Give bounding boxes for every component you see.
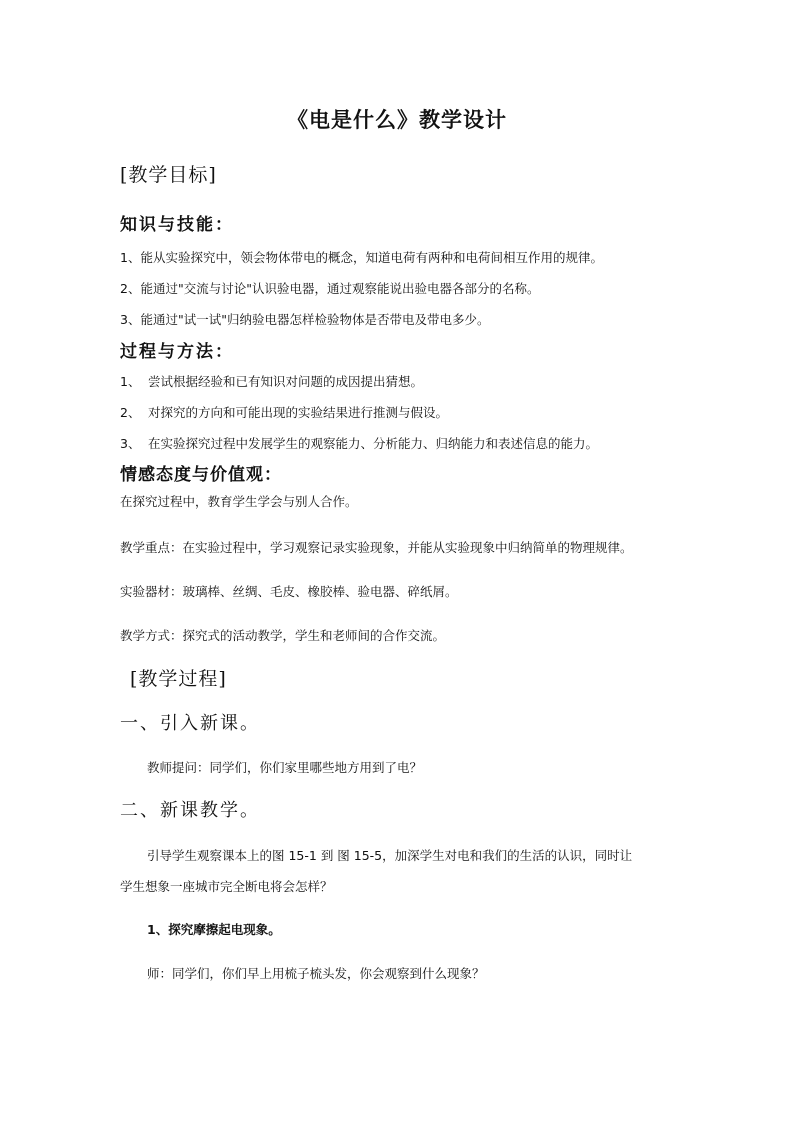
section2-paragraph-line2: 学生想象一座城市完全断电将会怎样？ <box>120 879 333 894</box>
knowledge-item-3: 3、能通过"试一试"归纳验电器怎样检验物体是否带电及带电多少。 <box>120 312 490 327</box>
attitude-text: 在探究过程中，教育学生学会与别人合作。 <box>120 494 358 509</box>
knowledge-heading: 知识与技能： <box>120 215 234 235</box>
process-method-heading: 过程与方法： <box>120 342 234 362</box>
process-item-number: 3、 <box>120 436 141 451</box>
process-heading: [教学过程] <box>130 668 227 690</box>
process-item-2 <box>120 403 448 421</box>
section1-heading: 一、引入新课。 <box>120 713 260 734</box>
key-points: 教学重点：在实验过程中，学习观察记录实验现象，并能从实验现象中归纳简单的物理规律。 <box>120 540 633 555</box>
process-item-number: 1、 <box>120 374 141 389</box>
process-item-number: 2、 <box>120 405 141 420</box>
process-item-text: 对探究的方向和可能出现的实验结果进行推测与假设。 <box>148 405 449 420</box>
section2-paragraph-line1: 引导学生观察课本上的图 15-1 到 图 15-5，加深学生对电和我们的生活的认识，同时让 <box>147 848 633 863</box>
section2-heading: 二、新课教学。 <box>120 800 260 821</box>
goals-heading: [教学目标] <box>120 164 217 186</box>
subsection-heading: 1、探究摩擦起电现象。 <box>147 922 281 937</box>
process-item-text: 在实验探究过程中发展学生的观察能力、分析能力、归纳能力和表述信息的能力。 <box>148 436 599 451</box>
knowledge-item-1: 1、能从实验探究中，领会物体带电的概念，知道电荷有两种和电荷间相互作用的规律。 <box>120 250 603 265</box>
process-item-text: 尝试根据经验和已有知识对问题的成因提出猜想。 <box>148 374 424 389</box>
materials: 实验器材：玻璃棒、丝绸、毛皮、橡胶棒、验电器、碎纸屑。 <box>120 584 458 599</box>
attitude-heading: 情感态度与价值观： <box>120 465 282 485</box>
process-item-1 <box>120 372 423 390</box>
teaching-method: 教学方式：探究式的活动教学，学生和老师间的合作交流。 <box>120 628 446 643</box>
knowledge-item-2: 2、能通过"交流与讨论"认识验电器，通过观察能说出验电器各部分的名称。 <box>120 281 540 296</box>
process-item-3 <box>120 434 598 452</box>
document-title: 《电是什么》教学设计 <box>287 107 507 132</box>
section1-text: 教师提问：同学们，你们家里哪些地方用到了电？ <box>147 760 423 775</box>
teacher-question: 师：同学们，你们早上用梳子梳头发，你会观察到什么现象？ <box>147 966 485 981</box>
